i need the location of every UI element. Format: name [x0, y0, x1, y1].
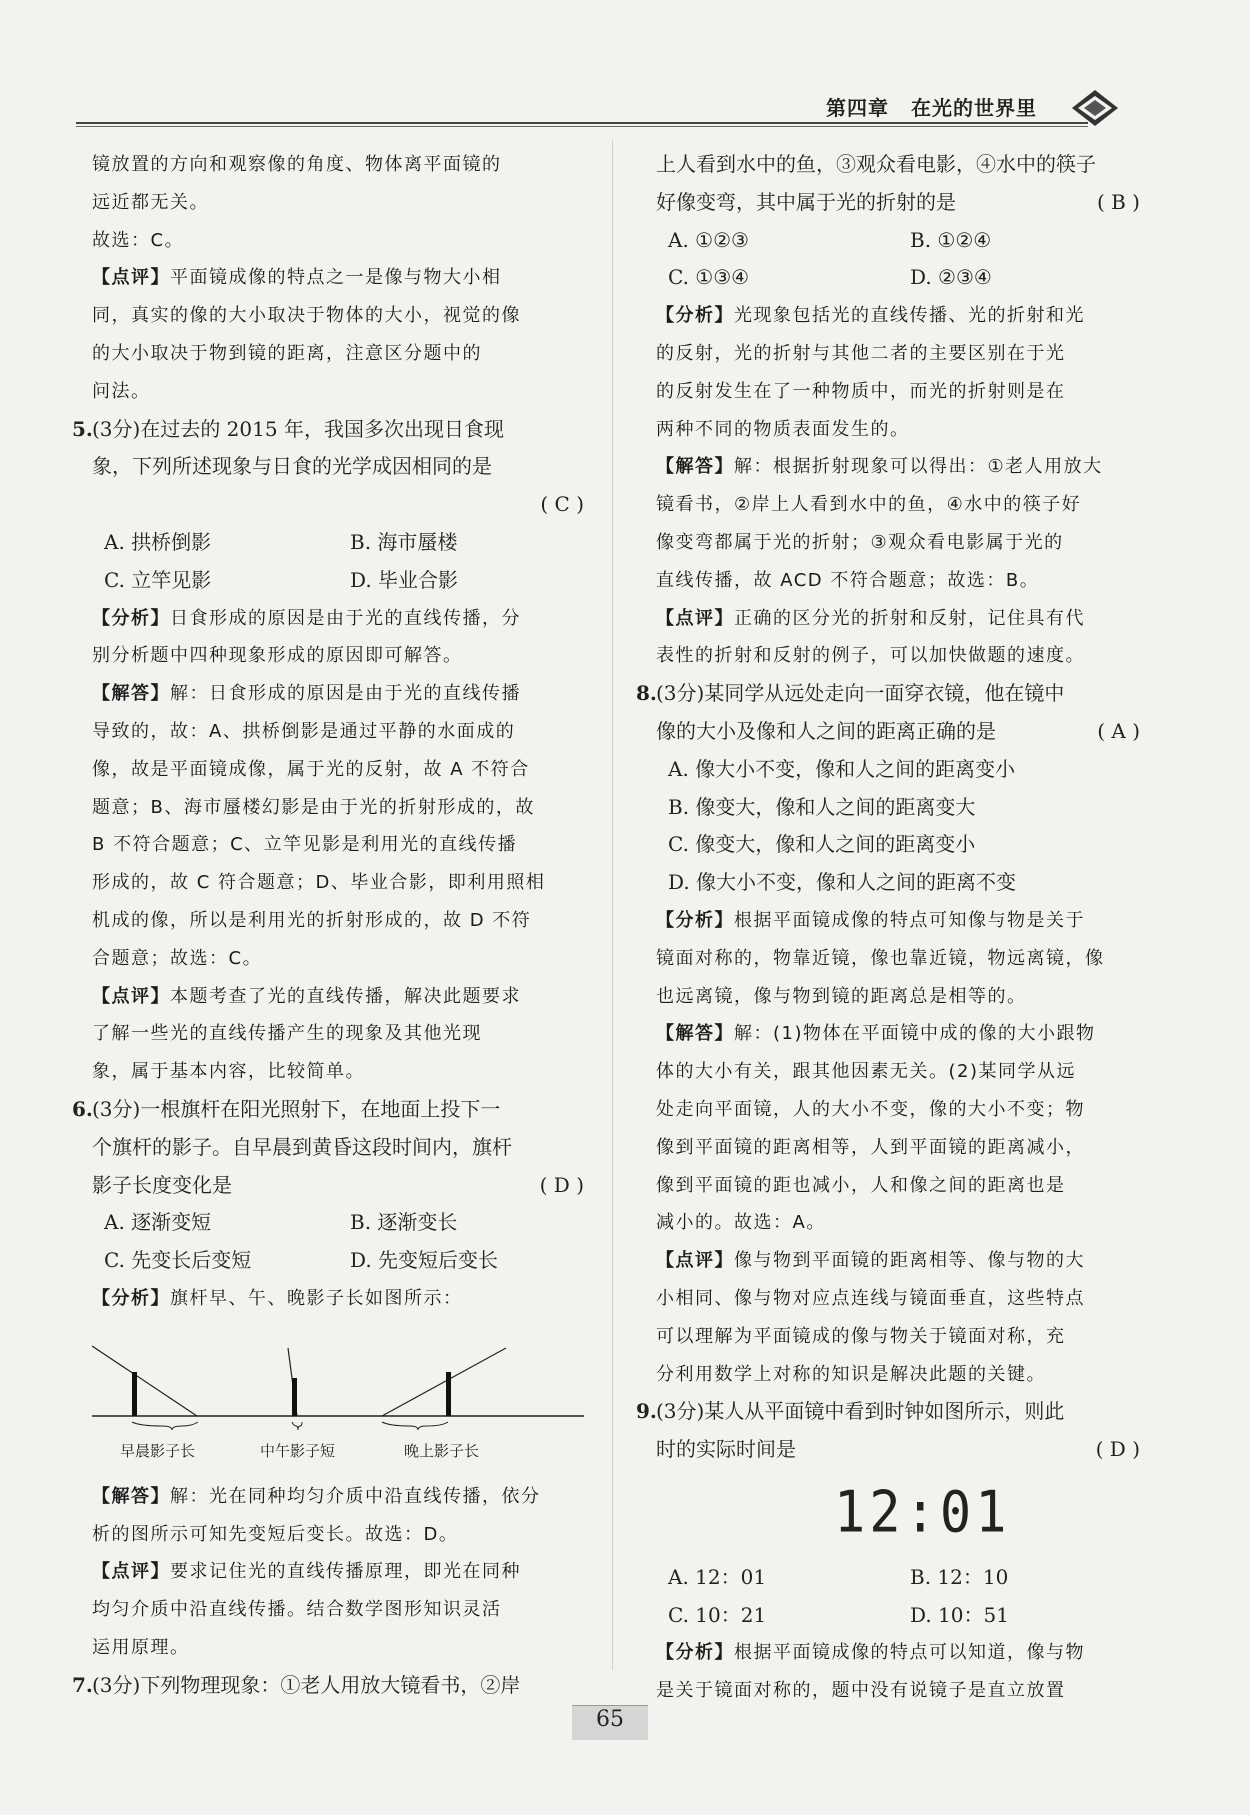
text-line: 镜面对称的，物靠近镜，像也靠近镜，物远离镜，像	[656, 947, 1105, 969]
answer-mark: ( A )	[1097, 718, 1140, 743]
text-line: 的反射，光的折射与其他二者的主要区别在于光	[656, 342, 1066, 364]
comment-line: 【点评】要求记住光的直线传播原理，即光在同种	[92, 1561, 521, 1583]
text-line: 可以理解为平面镜成的像与物关于镜面对称，充	[656, 1325, 1066, 1347]
text-line: 像，故是平面镜成像，属于光的反射，故 A 不符合	[92, 758, 530, 780]
question-text: 上人看到水中的鱼，③观众看电影，④水中的筷子	[656, 152, 1096, 176]
option-b: B. 海市蜃楼	[350, 529, 458, 554]
right-column	[636, 146, 1140, 1710]
analysis-line: 【分析】日食形成的原因是由于光的直线传播，分	[92, 607, 521, 629]
text-line: 形成的，故 C 符合题意；D、毕业合影，即利用照相	[92, 872, 546, 894]
text-line: 问法。	[92, 380, 151, 402]
option-d: D. 先变短后变长	[350, 1248, 499, 1273]
text-line: 象，属于基本内容，比较简单。	[92, 1061, 365, 1083]
options-row	[656, 259, 1140, 297]
text-line: 故选：C。	[92, 229, 185, 251]
text-line: 分利用数学上对称的知识是解决此题的关键。	[656, 1363, 1046, 1385]
answer-mark: ( B )	[1096, 189, 1140, 214]
text-line: B 不符合题意；C、立竿见影是利用光的直线传播	[92, 834, 518, 856]
solution-line: 【解答】解：日食形成的原因是由于光的直线传播	[92, 683, 521, 705]
text-line: 也远离镜，像与物到镜的距离总是相等的。	[656, 985, 1027, 1007]
question-6: 6. (3分)一根旗杆在阳光照射下，在地面上投下一	[72, 1096, 501, 1121]
question-9: 9. (3分)某人从平面镜中看到时钟如图所示，则此	[636, 1399, 1065, 1424]
header-rule-thin	[76, 126, 1088, 127]
question-text: 像的大小及像和人之间的距离正确的是 ( A )	[656, 713, 1140, 751]
question-8: 8. (3分)某同学从远处走向一面穿衣镜，他在镜中	[636, 681, 1065, 706]
options-row	[92, 1204, 584, 1242]
option-b: B. 像变大，像和人之间的距离变大	[668, 794, 976, 819]
text-line: 题意；B、海市蜃楼幻影是由于光的折射形成的，故	[92, 796, 535, 818]
left-column	[72, 146, 584, 1704]
text-line: 像到平面镜的距离相等，人到平面镜的距离减小，	[656, 1136, 1085, 1158]
option-a: A. ①②③	[668, 227, 749, 252]
options-row	[656, 1597, 1140, 1635]
text-line: 小相同、像与物对应点连线与镜面垂直，这些特点	[656, 1287, 1085, 1309]
text-line: 运用原理。	[92, 1636, 190, 1658]
answer-mark: ( D )	[1095, 1437, 1140, 1462]
question-text: 影子长度变化是 ( D )	[92, 1167, 584, 1205]
solution-line: 【解答】解：光在同种均匀介质中沿直线传播，依分	[92, 1485, 541, 1507]
text-line: 直线传播，故 ACD 不符合题意；故选：B。	[656, 569, 1040, 591]
text-line: 导致的，故：A、拱桥倒影是通过平静的水面成的	[92, 720, 516, 742]
chapter-number: 第四章	[826, 96, 889, 120]
shadow-diagram	[92, 1318, 584, 1478]
answer-mark: ( C )	[540, 492, 584, 517]
text-line: 镜看书，②岸上人看到水中的鱼，④水中的筷子好	[656, 494, 1082, 516]
question-text: 好像变弯，其中属于光的折射的是 ( B )	[656, 184, 1140, 222]
option-a: A. 12：01	[668, 1564, 767, 1589]
question-text: 个旗杆的影子。自早晨到黄昏这段时间内，旗杆	[92, 1134, 512, 1159]
answer-mark: ( D )	[539, 1172, 584, 1197]
option-d: D. 像大小不变，像和人之间的距离不变	[668, 870, 1017, 895]
question-text: 象，下列所述现象与日食的光学成因相同的是	[92, 454, 492, 479]
option-c: C. 像变大，像和人之间的距离变小	[668, 832, 976, 857]
comment-tag: 【点评】	[92, 267, 170, 289]
text-line: 像变弯都属于光的折射；③观众看电影属于光的	[656, 531, 1064, 553]
text-line: 别分析题中四种现象形成的原因即可解答。	[92, 645, 463, 667]
chapter-title: 在光的世界里	[911, 96, 1037, 120]
text-line: 减小的。故选：A。	[656, 1212, 826, 1234]
question-7: 7. (3分)下列物理现象：①老人用放大镜看书，②岸	[72, 1672, 521, 1697]
page-number: 65	[596, 1707, 624, 1732]
analysis-line: 【分析】旗杆早、午、晚影子长如图所示：	[92, 1287, 463, 1309]
text-line: 镜放置的方向和观察像的角度、物体离平面镜的	[92, 154, 502, 175]
option-c: C. ①③④	[668, 265, 750, 290]
question-5: 5. (3分)在过去的 2015 年，我国多次出现日食现	[72, 416, 504, 441]
option-a: A. 拱桥倒影	[104, 529, 212, 554]
header-rule	[76, 122, 1088, 124]
diagram-label-evening: 晚上影子长	[404, 1441, 480, 1460]
options-row	[656, 222, 1140, 260]
analysis-line: 【分析】根据平面镜成像的特点可知像与物是关于	[656, 909, 1085, 931]
options-row	[92, 562, 584, 600]
option-d: D. ②③④	[910, 265, 992, 290]
text-line: 处走向平面镜，人的大小不变，像的大小不变；物	[656, 1098, 1085, 1120]
text-line: 体的大小有关，跟其他因素无关。(2)某同学从远	[656, 1061, 1076, 1083]
options-row	[92, 1242, 584, 1280]
text-line: 两种不同的物质表面发生的。	[656, 418, 910, 440]
text-line: 析的图所示可知先变短后变长。故选：D。	[92, 1523, 459, 1545]
chapter-header	[826, 92, 1037, 121]
options-row	[92, 524, 584, 562]
option-b: B. ①②④	[910, 227, 992, 252]
text-line: 的大小取决于物到镜的距离，注意区分题中的	[92, 342, 482, 364]
option-d: D. 10：51	[910, 1602, 1009, 1627]
analysis-line: 【分析】光现象包括光的直线传播、光的折射和光	[656, 305, 1085, 327]
question-text: 时的实际时间是 ( D )	[656, 1431, 1140, 1469]
digital-clock	[656, 1469, 1140, 1559]
analysis-line: 【分析】根据平面镜成像的特点可以知道，像与物	[656, 1642, 1085, 1664]
option-a: A. 像大小不变，像和人之间的距离变小	[668, 756, 1016, 781]
option-c: C. 10：21	[668, 1602, 767, 1627]
diagram-label-noon: 中午影子短	[260, 1441, 336, 1460]
option-c: C. 立竿见影	[104, 567, 212, 592]
text-line: 是关于镜面对称的，题中没有说镜子是直立放置	[656, 1680, 1066, 1702]
option-b: B. 逐渐变长	[350, 1210, 458, 1235]
diagram-label-morning: 早晨影子长	[120, 1441, 196, 1460]
text-line: 合题意；故选：C。	[92, 947, 263, 969]
option-c: C. 先变长后变短	[104, 1248, 252, 1273]
text-line: 表性的折射和反射的例子，可以加快做题的速度。	[656, 645, 1085, 667]
text-line: 均匀介质中沿直线传播。结合数学图形知识灵活	[92, 1599, 502, 1621]
text-line: 像到平面镜的距也减小，人和像之间的距离也是	[656, 1174, 1066, 1196]
option-d: D. 毕业合影	[350, 567, 459, 592]
clock-display: 12:01	[834, 1479, 1011, 1546]
text-line: 机成的像，所以是利用光的折射形成的，故 D 不符	[92, 909, 532, 931]
corner-ornament-icon	[1070, 88, 1120, 128]
solution-line: 【解答】解：根据折射现象可以得出：①老人用放大	[656, 456, 1103, 478]
text-line: 的反射发生在了一种物质中，而光的折射则是在	[656, 380, 1066, 402]
comment-line: 【点评】本题考查了光的直线传播，解决此题要求	[92, 985, 521, 1007]
comment-line: 【点评】平面镜成像的特点之一是像与物大小相	[92, 267, 502, 289]
column-divider	[612, 140, 613, 1670]
option-b: B. 12：10	[910, 1564, 1009, 1589]
text-line: 远近都无关。	[92, 191, 209, 213]
options-row	[656, 1559, 1140, 1597]
option-a: A. 逐渐变短	[104, 1210, 212, 1235]
comment-line: 【点评】正确的区分光的折射和反射，记住具有代	[656, 607, 1085, 629]
answer-row	[92, 486, 584, 524]
text-line: 了解一些光的直线传播产生的现象及其他光现	[92, 1023, 482, 1045]
text-line: 同，真实的像的大小取决于物体的大小，视觉的像	[92, 305, 521, 327]
comment-line: 【点评】像与物到平面镜的距离相等、像与物的大	[656, 1250, 1085, 1272]
solution-line: 【解答】解：(1)物体在平面镜中成的像的大小跟物	[656, 1023, 1096, 1045]
